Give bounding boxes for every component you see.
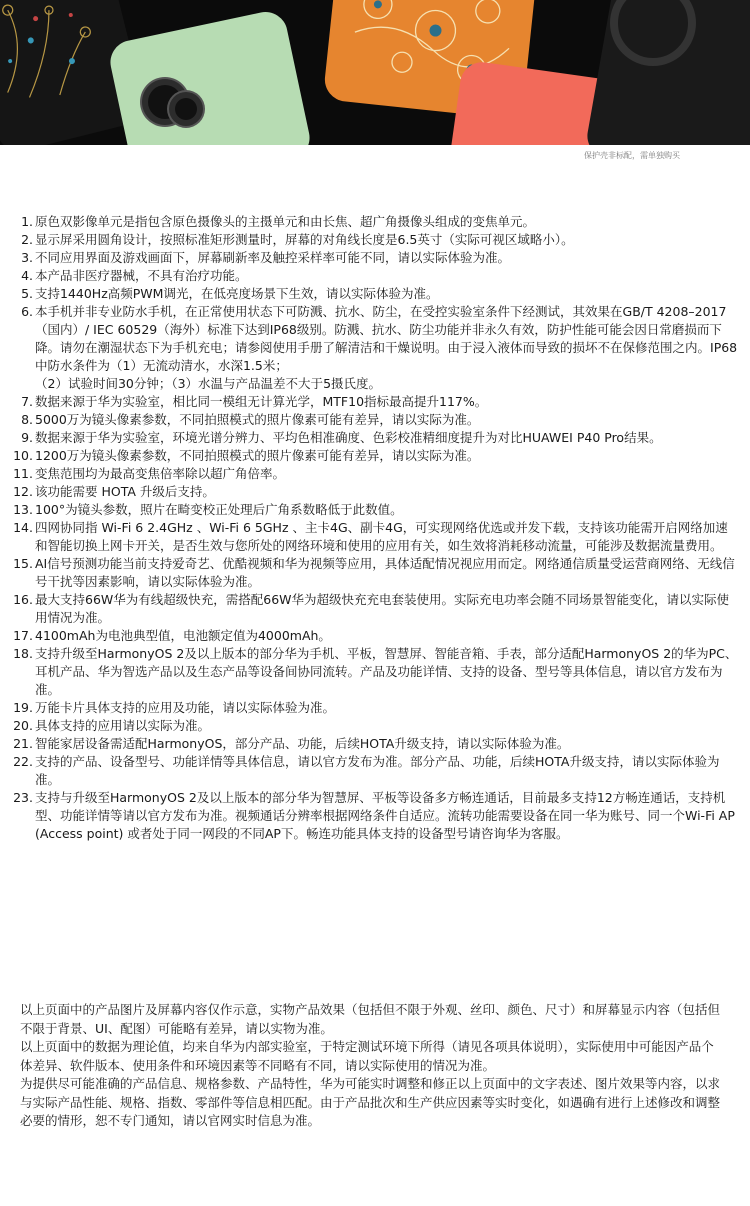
footnote-item: 6. 本手机并非专业防水手机，在正常使用状态下可防溅、抗水、防尘，在受控实验室条件下经测试，其效果在GB/T 4208–2017（国内）/ IEC 60529（海外）标准下达到IP68级别。防溅、抗水、防尘功能并非永久有效，防护性能可能会因日常磨损而下降。请勿在潮湿状态下为手机充电；请参阅使用手册了解清洁和干燥说明。由于浸入液体而导致的损坏不在保修范围之内。IP68中防水条件为（1）无流动清水，水深1.5米；: [21, 304, 738, 373]
footnote-item: 16. 最大支持66W华为有线超级快充，需搭配66W华为超级快充充电套装使用。实际充电功率会随不同场景智能变化，请以实际使用情况为准。: [13, 592, 730, 625]
disclaimer-paragraph: 为提供尽可能准确的产品信息、规格参数、产品特性，华为可能实时调整和修正以上页面中的文字表述、图片效果等内容，以求与实际产品性能、规格、指数、零部件等信息相匹配。由于产品批次和生产供应因素等实时变化，如遇确有进行上述修改和调整必要的情形，恕不专门通知，请以官网实时信息为准。: [20, 1076, 721, 1128]
footnote-item: 23. 支持与升级至HarmonyOS 2及以上版本的部分华为智慧屏、平板等设备多方畅连通话，目前最多支持12方畅连通话，支持机型、功能详情等请以官方发布为准。视频通话分辨率根据网络条件自适应。流转功能需要设备在同一华为账号、同一个Wi-Fi AP (Access point) 或者处于同一网段的不同AP下。畅连功能具体支持的设备型号请咨询华为客服。: [13, 790, 735, 841]
footnote-item: 7. 数据来源于华为实验室，相比同一模组无计算光学，MTF10指标最高提升117%。: [21, 394, 488, 409]
footnote-item: 9. 数据来源于华为实验室，环境光谱分辨力、平均色相准确度、色彩校准精细度提升为对比HUAWEI P40 Pro结果。: [21, 430, 662, 445]
product-banner-image: [0, 0, 750, 145]
disclaimer-paragraph: 以上页面中的数据为理论值，均来自华为内部实验室，于特定测试环境下所得（请见各项具体说明），实际使用中可能因产品个体差异、软件版本、使用条件和环境因素等不同略有不同，请以实际使用的情况为准。: [20, 1039, 714, 1073]
banner-caption: 保护壳非标配，需单独购买: [584, 151, 680, 160]
footnote-item: 2. 显示屏采用圆角设计，按照标准矩形测量时，屏幕的对角线长度是6.5英寸（实际可视区域略小）。: [21, 232, 574, 247]
footnote-item: 4. 本产品非医疗器械，不具有治疗功能。: [21, 268, 248, 283]
footnote-item: 15. AI信号预测功能当前支持爱奇艺、优酷视频和华为视频等应用，具体适配情况视应用而定。网络通信质量受运营商网络、无线信号干扰等因素影响，请以实际体验为准。: [13, 556, 735, 589]
footnote-item: 18. 支持升级至HarmonyOS 2及以上版本的部分华为手机、平板，智慧屏、智能音箱、手表，部分适配HarmonyOS 2的华为PC、耳机产品、华为智选产品以及生态产品等设备间协同流转。产品及功能详情、支持的设备、型号等具体信息，请以官方发布为准。: [13, 646, 738, 697]
footnote-item: 21. 智能家居设备需适配HarmonyOS，部分产品、功能，后续HOTA升级支持，请以实际体验为准。: [13, 736, 570, 751]
green-phone: [106, 8, 313, 145]
floral-pattern-icon: [0, 0, 119, 114]
footnote-item: 11. 变焦范围均为最高变焦倍率除以超广角倍率。: [13, 466, 286, 481]
footnote-item: 8. 5000万为镜头像素参数，不同拍照模式的照片像素可能有差异，请以实际为准。: [21, 412, 480, 427]
disclaimer-paragraph: 以上页面中的产品图片及屏幕内容仅作示意，实物产品效果（包括但不限于外观、丝印、颜色、尺寸）和屏幕显示内容（包括但不限于背景、UI、配图）可能略有差异，请以实物为准。: [20, 1002, 721, 1036]
footnote-item: 22. 支持的产品、设备型号、功能详情等具体信息，请以官方发布为准。部分产品、功能，后续HOTA升级支持，请以实际体验为准。: [13, 754, 720, 787]
camera-lens-icon: [175, 98, 197, 120]
footnote-item: 5. 支持1440Hz高频PWM调光，在低亮度场景下生效，请以实际体验为准。: [21, 286, 439, 301]
footnote-item: 13. 100°为镜头参数，照片在畸变校正处理后广角系数略低于此数值。: [13, 502, 403, 517]
footnote-item: 19. 万能卡片具体支持的应用及功能，请以实际体验为准。: [13, 700, 336, 715]
footnote-item: 20. 具体支持的应用请以实际为准。: [13, 718, 211, 733]
footnote-item: 12. 该功能需要 HOTA 升级后支持。: [13, 484, 215, 499]
footnote-item-continuation: （2）试验时间30分钟；（3）水温与产品温差不大于5摄氏度。: [35, 376, 382, 391]
disclaimer-section: [20, 1001, 725, 1131]
footnote-item: 17. 4100mAh为电池典型值，电池额定值为4000mAh。: [13, 628, 331, 643]
footnotes-list: [10, 213, 740, 843]
footnote-item: 14. 四网协同指 Wi-Fi 6 2.4GHz 、Wi-Fi 6 5GHz 、主卡4G、副卡4G，可实现网络优选或并发下载，支持该功能需开启网络加速和智能切换上网卡开关，是否生效与您所处的网络环境和使用的应用有关，如生效将消耗移动流量，可能涉及数据流量费用。: [13, 520, 728, 553]
footnote-item: 3. 不同应用界面及游戏画面下，屏幕刷新率及触控采样率可能不同，请以实际体验为准。: [21, 250, 511, 265]
footnote-item: 1. 原色双影像单元是指包含原色摄像头的主摄单元和由长焦、超广角摄像头组成的变焦单元。: [21, 214, 536, 229]
footnote-item: 10. 1200万为镜头像素参数，不同拍照模式的照片像素可能有差异，请以实际为准。: [13, 448, 480, 463]
